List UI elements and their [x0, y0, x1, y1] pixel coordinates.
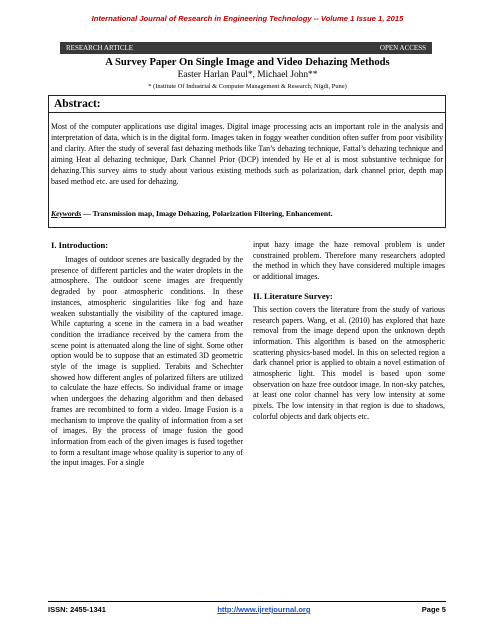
footer-page-number: Page 5 [421, 605, 446, 614]
journal-header: International Journal of Research in Engineering Technology -- Volume 1 Issue 1, 2015 [91, 14, 404, 23]
abstract-text: Most of the computer applications use digital images. Digital image processing acts an important role in the analysis and interpretation of data, which is in the digital form. Images taken in foggy weather condition often suffer from poor visibility and clarity. After the study of several fast dehazing methods like Tan’s dehazing technique, Fattal’s dehazing technique and aiming Heat al dehazing technique, Dark Channel Prior (DCP) intended by He et al is most substantive technique for dehazing.This survey aims to study about various existing methods such as polarization, dark channel prior, depth map based method etc. are used for dehazing. [51, 122, 443, 186]
abstract-heading: Abstract: [49, 96, 445, 113]
banner-article-type: RESEARCH ARTICLE [66, 44, 134, 52]
intro-continued-text: input hazy image the haze removal problem is under constrained problem. Therefore many researchers adopted the method in which they have considered multiple images or additional images. [253, 240, 445, 282]
paper-title: A Survey Paper On Single Image and Video Dehazing Methods [105, 57, 390, 68]
page-footer [48, 605, 446, 614]
affiliation: * (Institute Of Industrial & Computer Management & Research, Nigdi, Pune) [148, 83, 347, 90]
literature-text: This section covers the literature from the study of various research papers. Wang, et al. (2010) has explored that haze removal from the image depend upon the unknown depth information. This algorithm is based on the atmospheric scattering physics-based model. In this on selected region a dark channel prior is applied to obtain a novel estimation of atmospheric light. This model is based upon some observation on haze free outdoor image. In non-sky patches, at least one color channel has very low intensity at some pixels. The low intensity in that region is due to shadows, colorful objects and dark objects etc. [253, 304, 445, 421]
footer-issn: ISSN: 2455-1341 [48, 605, 106, 614]
keywords-text: — Transmission map, Image Dehazing, Polarization Filtering, Enhancement. [81, 209, 333, 218]
footer-url-link[interactable]: http://www.ijretjournal.org [217, 605, 311, 614]
keywords [51, 209, 443, 218]
intro-heading: I. Introduction: [51, 240, 109, 250]
right-column [253, 240, 445, 423]
literature-heading: II. Literature Survey: [253, 290, 333, 301]
keywords-label: Keywords [51, 209, 82, 218]
abstract-box [48, 95, 446, 228]
left-column [51, 240, 243, 469]
footer-divider [48, 601, 446, 602]
authors: Easter Harlan Paul*, Michael John** [177, 70, 318, 80]
intro-text: Images of outdoor scenes are basically degraded by the presence of different particles and the water droplets in the atmosphere. The outdoor scene images are frequently degraded by poor atmospheric conditions. In these instances, atmospheric singularities like fog and haze weaken substantially the visibility of the captured image. While capturing a scene in the camera in a bad weather condition the irradiance received by the camera from the scene point is attenuated along the line of sight. Some other option would be to suppose that an estimated 3D geometric style of the image is supplied. Terabits and Schechter showed how different angles of polarized filters are utilized to calculate the haze effects. So individual frame or image when undergoes the dehazing algorithm and then debased frames are recombined to form a video. Image Fusion is a mechanism to improve the quality of information from a set of images. By the process of image fusion the good information from each of the given images is fused together to form a resultant image whose quality is superior to any of the input images. For a single [51, 255, 243, 468]
banner-access: OPEN ACCESS [379, 44, 426, 52]
article-banner [60, 42, 432, 54]
